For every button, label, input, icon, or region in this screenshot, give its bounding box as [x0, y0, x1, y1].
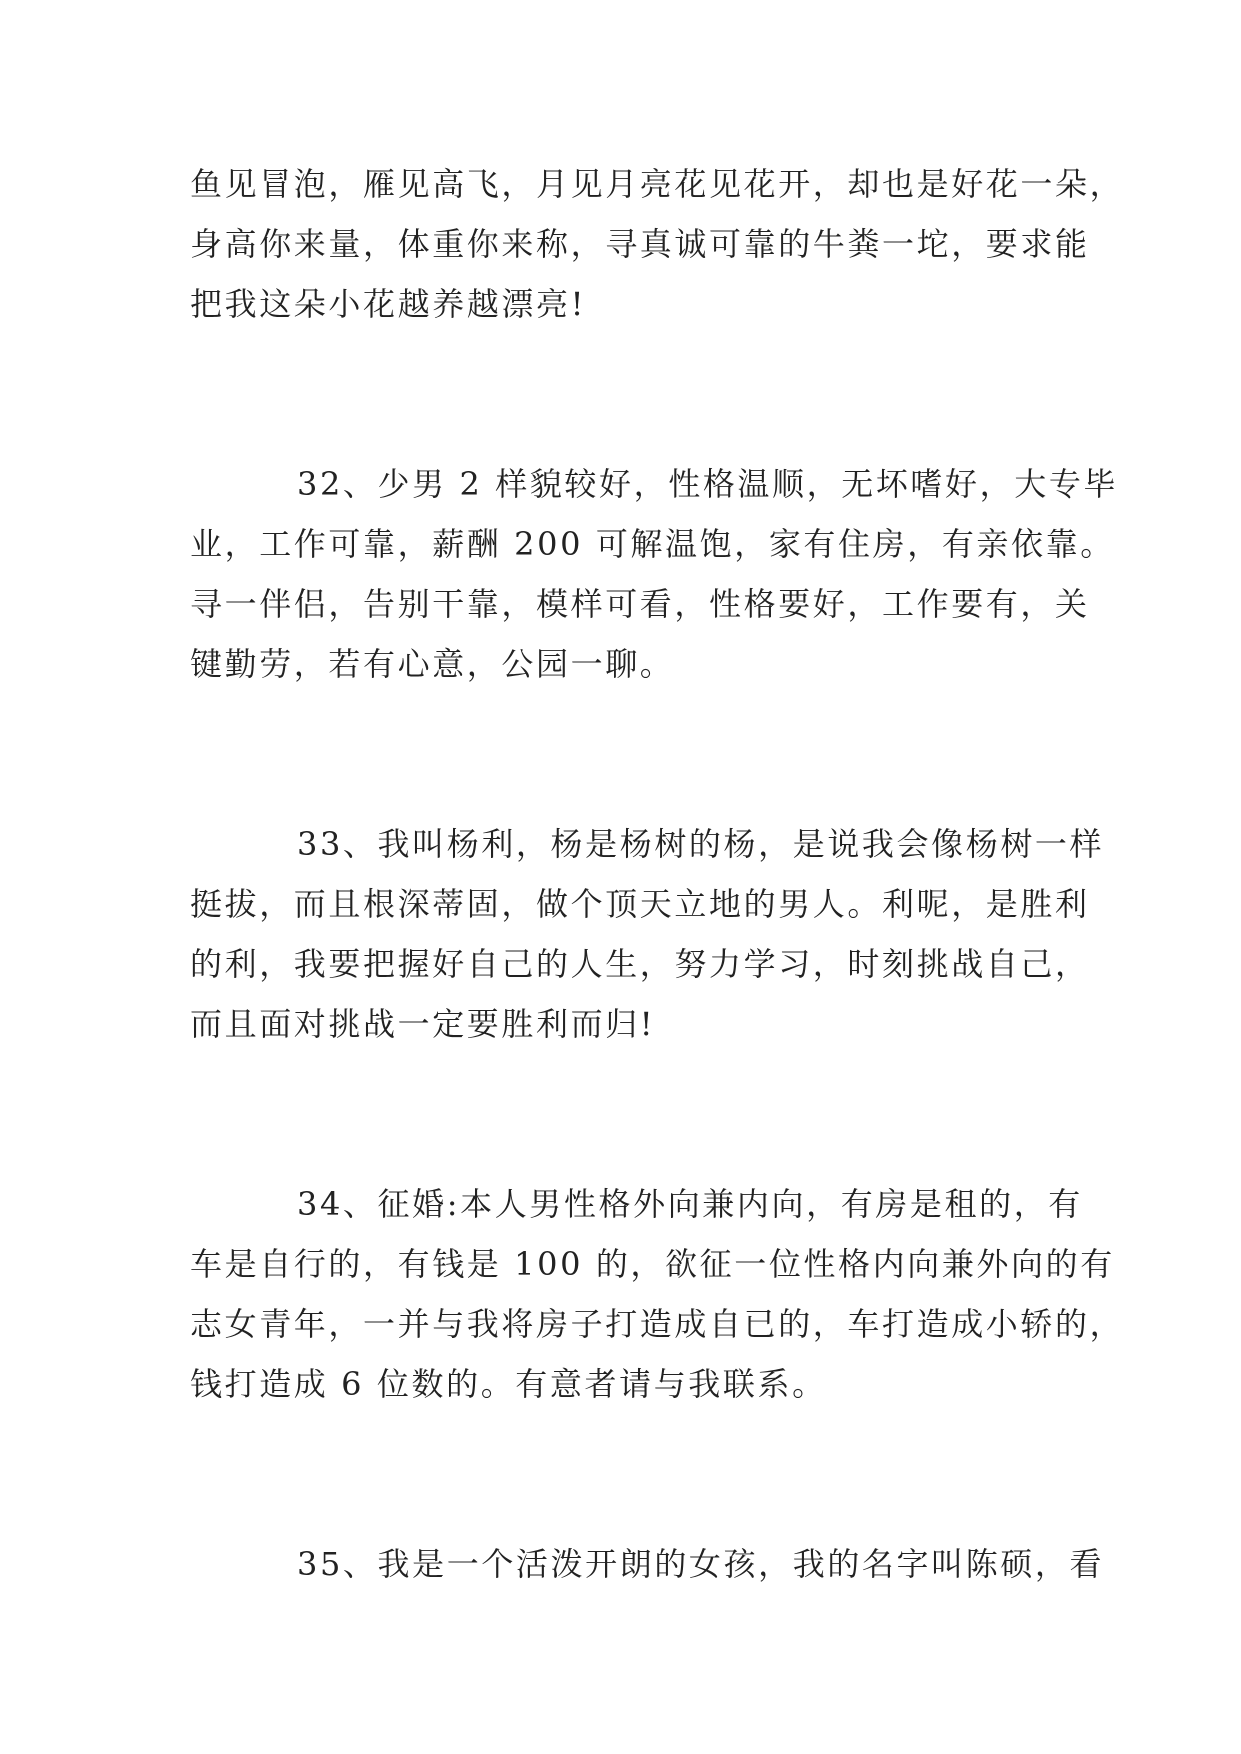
text-line: 志女青年，一并与我将房子打造成自已的，车打造成小轿的，	[190, 1305, 1125, 1343]
text-line: 34、征婚:本人男性格外向兼内向，有房是租的，有	[297, 1185, 1083, 1223]
text-line: 把我这朵小花越养越漂亮!	[190, 285, 587, 323]
text-line: 挺拔，而且根深蒂固，做个顶天立地的男人。利呢，是胜利	[190, 885, 1090, 923]
text-line: 键勤劳，若有心意，公园一聊。	[190, 645, 675, 683]
text-line: 鱼见冒泡，雁见高飞，月见月亮花见花开，却也是好花一朵，	[190, 165, 1125, 203]
text-line: 车是自行的，有钱是 100 的，欲征一位性格内向兼外向的有	[190, 1245, 1115, 1283]
text-line: 而且面对挑战一定要胜利而归!	[190, 1005, 656, 1043]
text-line: 业，工作可靠，薪酬 200 可解温饱，家有住房，有亲依靠。	[190, 525, 1115, 563]
text-line: 寻一伴侣，告别干靠，模样可看，性格要好，工作要有，关	[190, 585, 1090, 623]
text-line: 的利，我要把握好自己的人生，努力学习，时刻挑战自己，	[190, 945, 1090, 983]
text-line: 32、少男 2 样貌较好，性格温顺，无坏嗜好，大专毕	[297, 465, 1119, 503]
text-line: 钱打造成 6 位数的。有意者请与我联系。	[190, 1365, 827, 1403]
text-line: 33、我叫杨利，杨是杨树的杨，是说我会像杨树一样	[297, 825, 1105, 863]
text-line: 身高你来量，体重你来称，寻真诚可靠的牛粪一坨，要求能	[190, 225, 1090, 263]
text-line: 35、我是一个活泼开朗的女孩，我的名字叫陈硕，看	[297, 1545, 1105, 1583]
